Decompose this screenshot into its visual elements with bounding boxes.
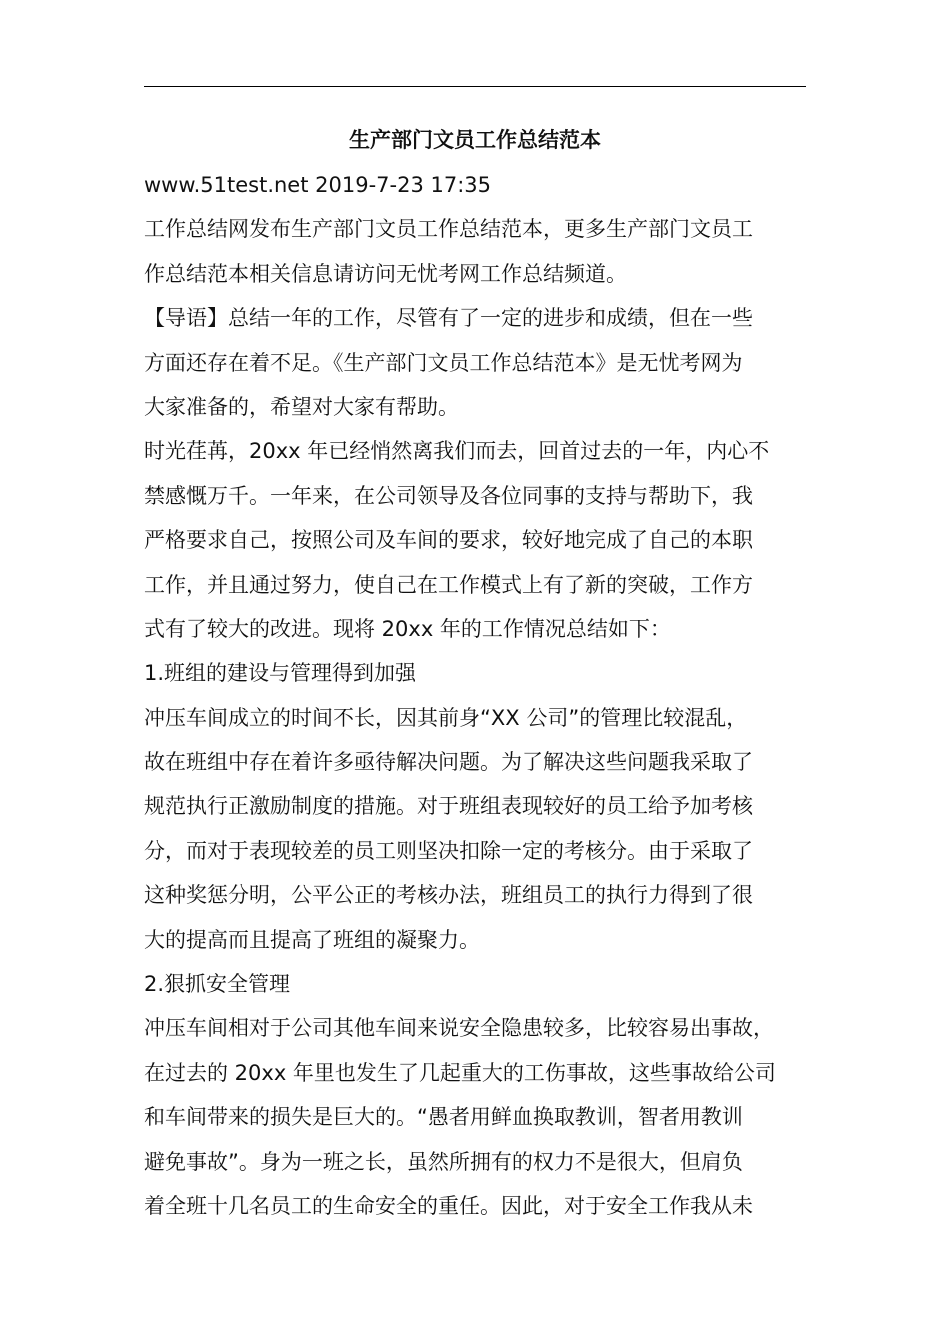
body-line: 式有了较大的改进。现将 20xx 年的工作情况总结如下： (144, 616, 671, 641)
intro-line: 工作总结网发布生产部门文员工作总结范本，更多生产部门文员工 (144, 217, 753, 242)
body-line: 避免事故”。身为一班之长，虽然所拥有的权力不是很大，但肩负 (144, 1149, 743, 1174)
body-line: 这种奖惩分明，公平公正的考核办法，班组员工的执行力得到了很 (144, 883, 753, 908)
lead-line: 【导语】总结一年的工作，尽管有了一定的进步和成绩，但在一些 (144, 306, 753, 331)
document-body (144, 170, 806, 1235)
section-heading: 2.狠抓安全管理 (144, 972, 291, 997)
body-line: 禁感慨万千。一年来，在公司领导及各位同事的支持与帮助下，我 (144, 483, 753, 508)
lead-line: 大家准备的，希望对大家有帮助。 (144, 394, 459, 419)
body-line: 和车间带来的损失是巨大的。“愚者用鲜血换取教训，智者用教训 (144, 1105, 743, 1130)
intro-line: 作总结范本相关信息请访问无忧考网工作总结频道。 (144, 261, 627, 286)
body-line: 时光荏苒，20xx 年已经悄然离我们而去，回首过去的一年，内心不 (144, 439, 770, 464)
body-line: 严格要求自己，按照公司及车间的要求，较好地完成了自己的本职 (144, 528, 753, 553)
body-line: 冲压车间成立的时间不长，因其前身“XX 公司”的管理比较混乱， (144, 705, 748, 730)
body-line: 故在班组中存在着许多亟待解决问题。为了解决这些问题我采取了 (144, 750, 753, 775)
body-line: 大的提高而且提高了班组的凝聚力。 (144, 927, 480, 952)
publish-info: www.51test.net 2019-7-23 17:35 (144, 173, 492, 197)
section-heading: 1.班组的建设与管理得到加强 (144, 661, 417, 686)
body-line: 规范执行正激励制度的措施。对于班组表现较好的员工给予加考核 (144, 794, 753, 819)
body-line: 冲压车间相对于公司其他车间来说安全隐患较多，比较容易出事故， (144, 1016, 774, 1041)
lead-line: 方面还存在着不足。《生产部门文员工作总结范本》是无忧考网为 (144, 350, 743, 375)
document-title: 生产部门文员工作总结范本 (349, 128, 601, 152)
body-line: 着全班十几名员工的生命安全的重任。因此，对于安全工作我从未 (144, 1193, 753, 1218)
body-line: 工作，并且通过努力，使自己在工作模式上有了新的突破，工作方 (144, 572, 753, 597)
body-line: 分，而对于表现较差的员工则坚决扣除一定的考核分。由于采取了 (144, 838, 753, 863)
header-rule (144, 86, 806, 87)
body-line: 在过去的 20xx 年里也发生了几起重大的工伤事故，这些事故给公司 (144, 1060, 776, 1085)
